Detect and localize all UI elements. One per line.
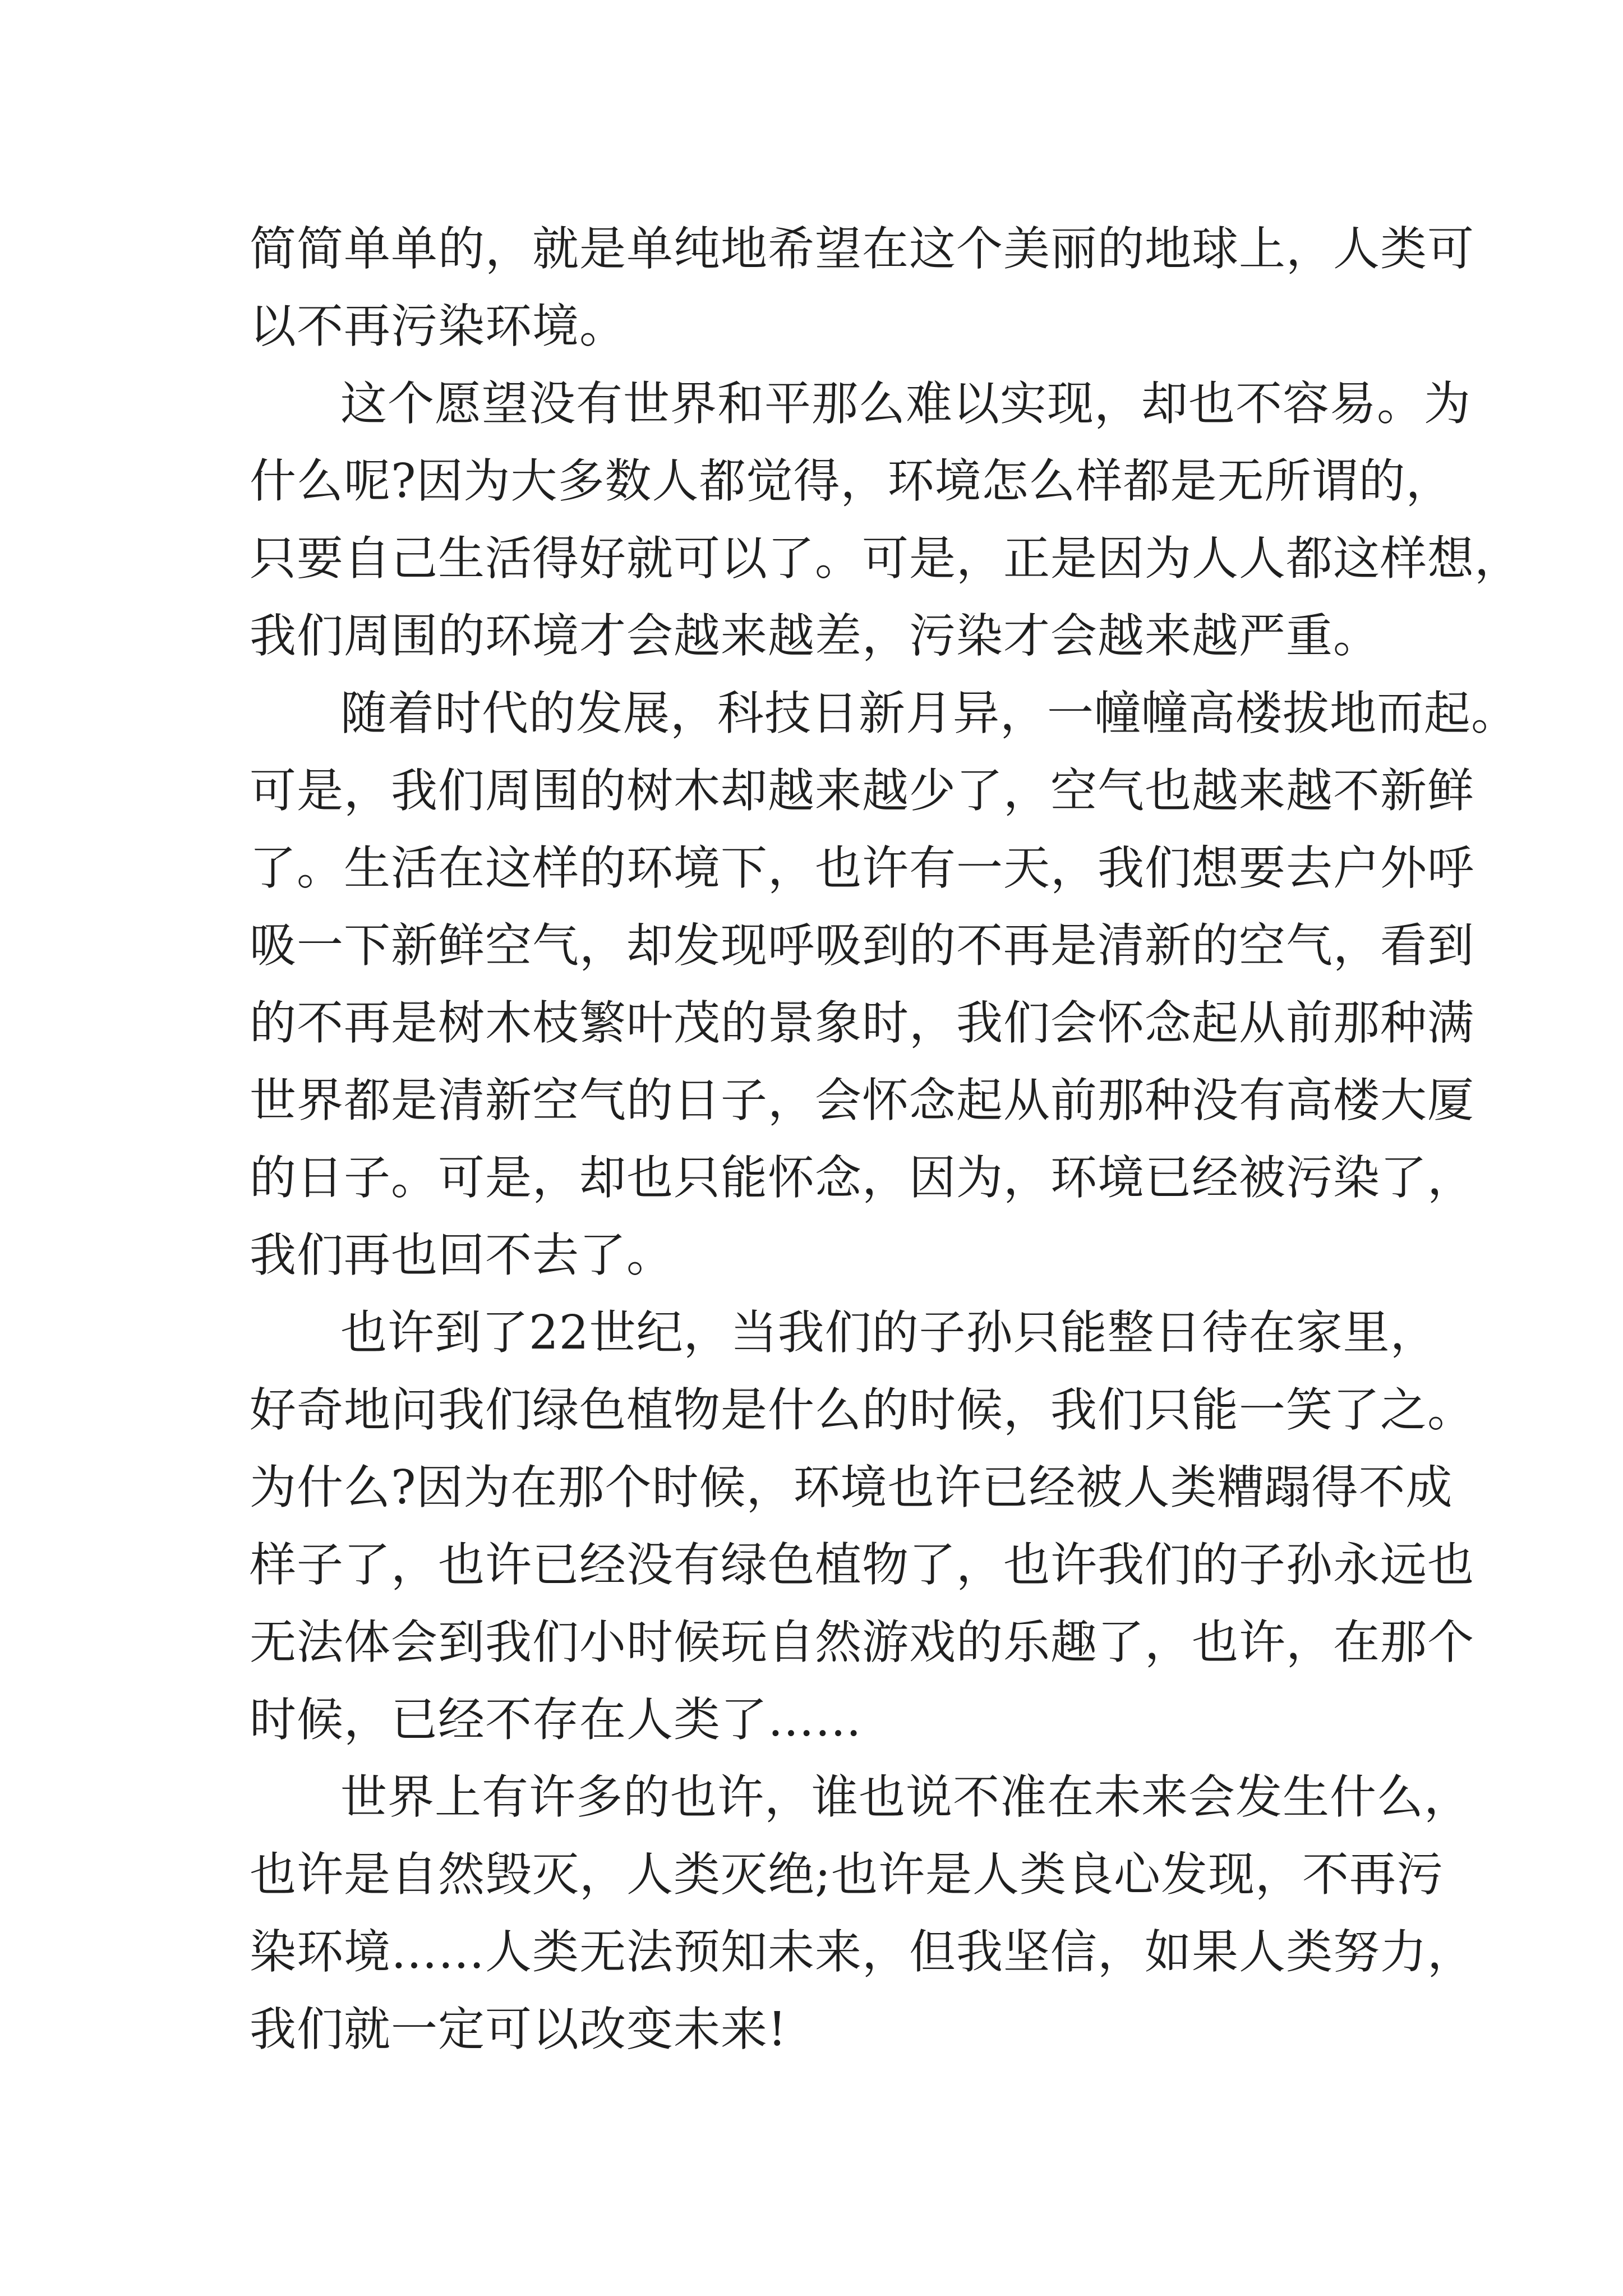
paragraph-start-line: 也许到了22世纪，当我们的子孙只能整日待在家里， xyxy=(340,1305,1437,1360)
text-line: 只要自己生活得好就可以了。可是，正是因为人人都这样想， xyxy=(250,531,1521,586)
text-line: 样子了，也许已经没有绿色植物了，也许我们的子孙永远也 xyxy=(250,1538,1474,1592)
text-line: 我们周围的环境才会越来越差，污染才会越来越严重。 xyxy=(250,609,1380,663)
text-line: 可是，我们周围的树木却越来越少了，空气也越来越不新鲜 xyxy=(250,763,1474,818)
text-line: 简简单单的，就是单纯地希望在这个美丽的地球上，人类可 xyxy=(250,222,1474,276)
text-line: 也许是自然毁灭，人类灭绝;也许是人类良心发现，不再污 xyxy=(250,1847,1444,1902)
text-line: 了。生活在这样的环境下，也许有一天，我们想要去户外呼 xyxy=(250,841,1474,895)
document-body xyxy=(250,210,1521,2068)
text-line: 我们就一定可以改变未来! xyxy=(250,2002,787,2056)
paragraph-start-line: 世界上有许多的也许，谁也说不准在未来会发生什么， xyxy=(340,1770,1471,1824)
paragraph-start-line: 随着时代的发展，科技日新月异，一幢幢高楼拔地而起。 xyxy=(340,686,1518,740)
text-line: 染环境……人类无法预知未来，但我坚信，如果人类努力， xyxy=(250,1925,1474,1979)
text-line: 的日子。可是，却也只能怀念，因为，环境已经被污染了， xyxy=(250,1151,1474,1205)
text-line: 为什么?因为在那个时候，环境也许已经被人类糟蹋得不成 xyxy=(250,1460,1453,1515)
text-line: 无法体会到我们小时候玩自然游戏的乐趣了，也许，在那个 xyxy=(250,1615,1474,1669)
text-line: 的不再是树木枝繁叶茂的景象时，我们会怀念起从前那种满 xyxy=(250,996,1474,1050)
text-line: 时候，已经不存在人类了…… xyxy=(250,1692,862,1747)
text-line: 以不再污染环境。 xyxy=(250,299,626,353)
paragraph-start-line: 这个愿望没有世界和平那么难以实现，却也不容易。为 xyxy=(340,376,1471,431)
text-line: 什么呢?因为大多数人都觉得，环境怎么样都是无所谓的， xyxy=(250,454,1453,508)
text-line: 我们再也回不去了。 xyxy=(250,1228,674,1282)
text-line: 世界都是清新空气的日子，会怀念起从前那种没有高楼大厦 xyxy=(250,1073,1474,1128)
text-line: 吸一下新鲜空气，却发现呼吸到的不再是清新的空气，看到 xyxy=(250,918,1474,973)
text-line: 好奇地问我们绿色植物是什么的时候，我们只能一笑了之。 xyxy=(250,1383,1474,1437)
